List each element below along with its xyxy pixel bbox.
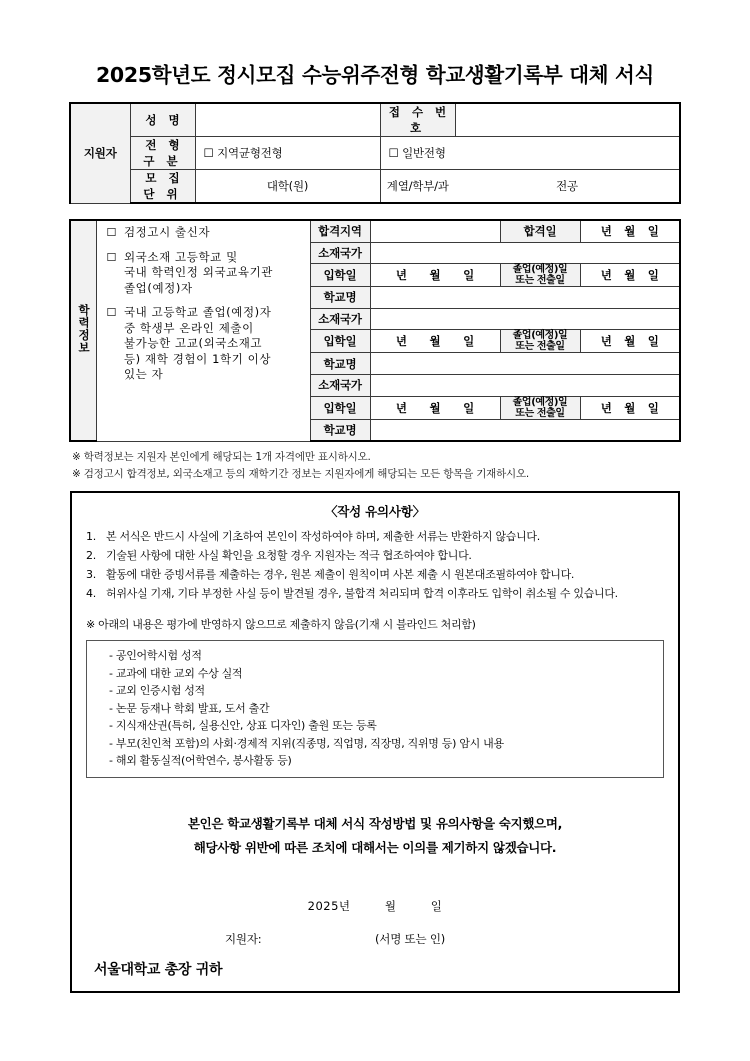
- row-label-country-2: 소재국가: [310, 308, 370, 330]
- row-label-country-3: 소재국가: [310, 374, 370, 396]
- blind-processing-note: ※ 아래의 내용은 평가에 반영하지 않으므로 제출하지 않음(기재 시 블라인드 처리함): [86, 618, 476, 632]
- admission-type-option-regional[interactable]: [195, 137, 380, 170]
- recruitment-unit-major[interactable]: 전공: [455, 170, 680, 204]
- year-value[interactable]: 2025년: [307, 898, 351, 913]
- education-checkbox-group: [96, 220, 310, 441]
- list-item: [86, 565, 664, 584]
- row-label-graduation-3: 졸업(예정)일 또는 전출일: [500, 396, 580, 419]
- footnote-2: ※ 검정고시 합격정보, 외국소재고 등의 재학기간 정보는 지원자에게 해당되는 모든 항목을 기재하시오.: [72, 468, 530, 481]
- list-item: - 교외 인증시험 성적: [109, 684, 205, 698]
- field-country-3[interactable]: [370, 374, 680, 396]
- field-graduation-date-2[interactable]: [580, 330, 680, 353]
- month-value[interactable]: 월: [384, 898, 397, 913]
- table-row: [70, 220, 680, 242]
- field-entrance-date-3[interactable]: [370, 396, 500, 419]
- row-label-country-1: 소재국가: [310, 242, 370, 264]
- footnote-1: ※ 학력정보는 지원자 본인에게 해당되는 1개 자격에만 표시하시오.: [72, 451, 371, 464]
- recruitment-unit-department[interactable]: 계열/학부/과: [380, 170, 455, 204]
- list-item: - 지식재산권(특허, 실용신안, 상표 디자인) 출원 또는 등록: [109, 719, 377, 733]
- list-item: [86, 546, 664, 565]
- year-unit: 년: [395, 400, 407, 415]
- row-label-entrance-2: 입학일: [310, 330, 370, 353]
- row-label-graduation-2: 졸업(예정)일 또는 전출일: [500, 330, 580, 353]
- option-label: 검정고시 출신자: [123, 225, 211, 239]
- option-label: 지역균형전형: [217, 146, 283, 160]
- option-label: 국내 고등학교 졸업(예정)자 중 학생부 온라인 제출이 불가능한 고교(외국소재고 등) 재학 경험이 1학기 이상 있는 자: [123, 305, 272, 381]
- list-item: [86, 584, 664, 603]
- field-school-3[interactable]: [370, 419, 680, 441]
- education-option-domestic[interactable]: [107, 305, 310, 383]
- date-line: [86, 898, 664, 914]
- table-row: [70, 137, 680, 170]
- list-item: - 논문 등재나 학회 발표, 도서 출간: [109, 701, 270, 715]
- list-item: - 공인어학시험 성적: [109, 649, 202, 663]
- table-row: [70, 170, 680, 204]
- field-school-2[interactable]: [370, 353, 680, 375]
- month-unit: 월: [624, 334, 636, 349]
- field-entrance-date-2[interactable]: [370, 330, 500, 353]
- list-item: - 해외 활동실적(어학연수, 봉사활동 등): [109, 754, 292, 768]
- declaration-line-1: 본인은 학교생활기록부 대체 서식 작성방법 및 유의사항을 숙지했으며,: [187, 815, 563, 831]
- list-item: - 부모(친인척 포함)의 사회·경제적 지위(직종명, 직업명, 직장명, 직위명 등) 암시 내용: [109, 736, 504, 750]
- row-label-entrance-1: 입학일: [310, 264, 370, 287]
- admission-type-label: 전 형 구 분: [130, 137, 195, 170]
- year-unit: 년: [395, 268, 407, 283]
- education-option-overseas[interactable]: [107, 250, 310, 297]
- field-country-2[interactable]: [370, 308, 680, 330]
- table-footnotes: [70, 449, 680, 483]
- item-text: 활동에 대한 증빙서류를 제출하는 경우, 원본 제출이 원칙이며 사본 제출 시 원본대조필하여야 합니다.: [106, 568, 575, 582]
- month-unit: 월: [624, 400, 636, 415]
- item-number: 3.: [86, 568, 96, 582]
- education-info-table: [69, 219, 681, 442]
- item-text: 기술된 사항에 대한 사실 확인을 요청할 경우 지원자는 적극 협조하여야 합니다.: [106, 549, 472, 563]
- education-option-ged[interactable]: [107, 225, 310, 241]
- day-unit: 일: [647, 334, 659, 349]
- row-label-graduation-1: 졸업(예정)일 또는 전출일: [500, 264, 580, 287]
- day-unit: 일: [647, 268, 659, 283]
- checkbox-icon[interactable]: ☐: [203, 146, 214, 160]
- field-pass-date[interactable]: [580, 220, 680, 242]
- education-side-label: 학력정보: [70, 220, 96, 441]
- checkbox-icon[interactable]: ☐: [106, 306, 117, 319]
- signature-line: [86, 931, 664, 947]
- caution-list: [86, 527, 664, 603]
- table-row: [70, 103, 680, 137]
- caution-box: [70, 491, 680, 993]
- year-unit: 년: [600, 400, 612, 415]
- list-item: [86, 527, 664, 546]
- checkbox-icon[interactable]: ☐: [388, 146, 399, 160]
- row-label-school-2: 학교명: [310, 353, 370, 375]
- day-unit: 일: [647, 224, 659, 239]
- item-number: 4.: [86, 587, 96, 601]
- recipient-line: 서울대학교 총장 귀하: [94, 961, 223, 978]
- month-unit: 월: [624, 224, 636, 239]
- applicant-row-label: 지원자: [70, 103, 130, 203]
- admission-type-option-general[interactable]: [380, 137, 680, 170]
- name-label: 성 명: [130, 103, 195, 137]
- signature-hint: (서명 또는 인): [375, 931, 446, 946]
- receipt-no-field[interactable]: [455, 103, 680, 137]
- option-label: 일반전형: [402, 146, 446, 160]
- caution-title: 〈작성 유의사항〉: [324, 504, 425, 520]
- checkbox-icon[interactable]: ☐: [106, 250, 117, 264]
- declaration-statement: [86, 812, 664, 860]
- field-pass-region[interactable]: [370, 220, 500, 242]
- recruitment-unit-college[interactable]: 대학(원): [195, 170, 380, 204]
- day-unit: 일: [463, 334, 475, 349]
- item-number: 2.: [86, 549, 96, 563]
- name-field[interactable]: [195, 103, 380, 137]
- declaration-line-2: 해당사항 위반에 따른 조치에 대해서는 이의를 제기하지 않겠습니다.: [193, 839, 557, 855]
- option-label: 외국소재 고등학교 및 국내 학력인정 외국교육기관 졸업(예정)자: [123, 249, 273, 295]
- row-label-pass-region: 합격지역: [310, 220, 370, 242]
- month-unit: 월: [429, 400, 441, 415]
- year-unit: 년: [600, 334, 612, 349]
- item-text: 허위사실 기재, 기타 부정한 사실 등이 발견될 경우, 불합격 처리되며 합격 이후라도 입학이 취소될 수 있습니다.: [106, 587, 618, 601]
- page-title: 2025학년도 정시모집 수능위주전형 학교생활기록부 대체 서식: [95, 63, 655, 87]
- row-label-school-1: 학교명: [310, 287, 370, 309]
- day-unit: 일: [463, 268, 475, 283]
- year-unit: 년: [395, 334, 407, 349]
- month-unit: 월: [429, 268, 441, 283]
- field-country-1[interactable]: [370, 242, 680, 264]
- field-school-1[interactable]: [370, 287, 680, 309]
- row-label-pass-date: 합격일: [500, 220, 580, 242]
- day-unit: 일: [647, 400, 659, 415]
- receipt-no-label: 접 수 번 호: [380, 103, 455, 137]
- applicant-signature-label: 지원자:: [225, 931, 262, 946]
- day-value[interactable]: 일: [430, 898, 443, 913]
- row-label-school-3: 학교명: [310, 419, 370, 441]
- excluded-items-box: [86, 640, 664, 778]
- field-graduation-date-1[interactable]: [580, 264, 680, 287]
- year-unit: 년: [600, 224, 612, 239]
- applicant-table: [69, 102, 681, 204]
- row-label-entrance-3: 입학일: [310, 396, 370, 419]
- field-graduation-date-3[interactable]: [580, 396, 680, 419]
- list-item: - 교과에 대한 교외 수상 실적: [109, 666, 243, 680]
- day-unit: 일: [463, 400, 475, 415]
- recruitment-unit-label: 모 집 단 위: [130, 170, 195, 204]
- month-unit: 월: [624, 268, 636, 283]
- checkbox-icon[interactable]: ☐: [106, 226, 117, 239]
- year-unit: 년: [600, 268, 612, 283]
- item-number: 1.: [86, 530, 96, 544]
- field-entrance-date-1[interactable]: [370, 264, 500, 287]
- month-unit: 월: [429, 334, 441, 349]
- item-text: 본 서식은 반드시 사실에 기초하여 본인이 작성하여야 하며, 제출한 서류는 반환하지 않습니다.: [106, 530, 540, 544]
